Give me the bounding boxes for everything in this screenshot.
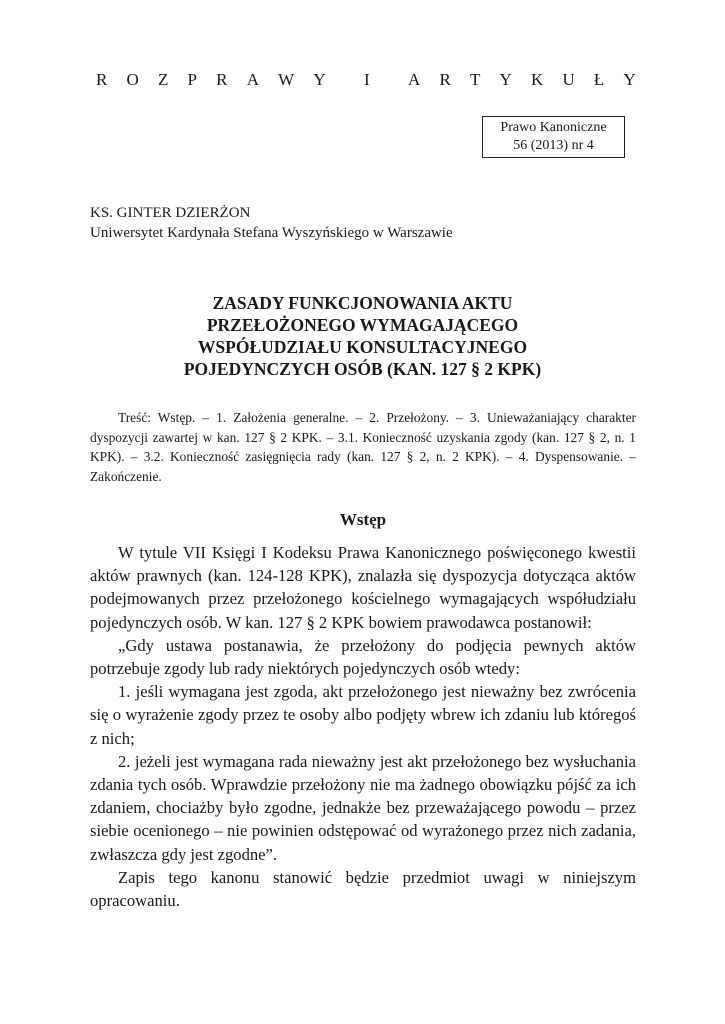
section-header-letter: K: [530, 70, 544, 89]
quote-paragraph: 1. jeśli wymagana jest zgoda, akt przełożonego jest nieważny bez zwrócenia się o wyrażenie zgody przez te osoby albo podjęty wbrew ich zdaniu lub któregoś z nich;: [90, 682, 636, 748]
section-header-letter: R: [216, 70, 228, 89]
paragraph: W tytule VII Księgi I Kodeksu Prawa Kanonicznego poświęconego kwestii aktów prawnych (kan. 124-128 KPK), znalazła się dyspozycja dotycząca aktów podejmowanych przez przełożonego kościelnego wymagających współudziału pojedynczych osób. W kan. 127 § 2 KPK bowiem prawodawca postanowił:: [90, 543, 636, 632]
section-header-letter: W: [278, 70, 295, 89]
section-header-letter: I: [363, 70, 370, 89]
journal-name: Prawo Kanoniczne: [500, 120, 607, 135]
section-header-letter: P: [187, 70, 197, 89]
table-of-contents: Treść: Wstęp. – 1. Założenia generalne. – 2. Przełożony. – 3. Unieważaniający charakter dyspozycji zawartej w kan. 127 § 2 KPK. – 3.1. Konieczność uzyskania zgody (kan. 127 § 2, n. 1 KPK). – 3.2. Konieczność zasięgnięcia rady (kan. 127 § 2, n. 2 KPK). – 4. Dyspensowanie. – Zakończenie.: [90, 410, 636, 484]
title-line: ZASADY FUNKCJONOWANIA AKTU: [212, 293, 513, 313]
section-header-letter: Z: [157, 70, 169, 89]
section-header-letter: U: [562, 70, 575, 89]
section-header: [96, 70, 636, 90]
title-line: POJEDYNCZYCH OSÓB (KAN. 127 § 2 KPK): [183, 359, 542, 379]
section-header-letter: A: [408, 70, 421, 89]
author-affiliation: Uniwersytet Kardynała Stefana Wyszyńskiego w Warszawie: [90, 225, 453, 241]
section-header-letter: Y: [499, 70, 512, 89]
journal-citation-box: [482, 116, 625, 158]
title-line: PRZEŁOŻONEGO WYMAGAJĄCEGO: [206, 315, 519, 335]
section-header-letter: A: [246, 70, 259, 89]
body-text: [90, 541, 636, 912]
quote-paragraph: „Gdy ustawa postanawia, że przełożony do podjęcia pewnych aktów potrzebuje zgody lub rady niektórych pojedynczych osób wtedy:: [90, 635, 636, 679]
author-name: KS. GINTER DZIERŻON: [90, 205, 251, 221]
section-header-letter: Ł: [593, 70, 605, 89]
author-block: [90, 203, 453, 243]
paragraph: Zapis tego kanonu stanowić będzie przedmiot uwagi w niniejszym opracowaniu.: [90, 867, 636, 911]
journal-volume: 56 (2013) nr 4: [513, 138, 594, 153]
article-title: [120, 292, 605, 380]
quote-paragraph: 2. jeżeli jest wymagana rada nieważny jest akt przełożonego bez wysłuchania zdania tych osób. Wprawdzie przełożony nie ma żadnego obowiązku pójść za ich zdaniem, chociażby było zgodne, jednakże bez przeważającego powodu – przez siebie ocenionego – nie powinien odstępować od wyrażonego przez nich zadania, zwłaszcza gdy jest zgodne”.: [90, 751, 636, 864]
section-header-letter: R: [96, 70, 108, 89]
section-header-letter: R: [439, 70, 451, 89]
section-heading: Wstęp: [339, 510, 387, 529]
title-line: WSPÓŁUDZIAŁU KONSULTACYJNEGO: [197, 337, 528, 357]
section-header-letter: T: [469, 70, 481, 89]
section-header-letter: O: [126, 70, 139, 89]
section-header-letter: Y: [313, 70, 326, 89]
section-header-letter: Y: [623, 70, 636, 89]
